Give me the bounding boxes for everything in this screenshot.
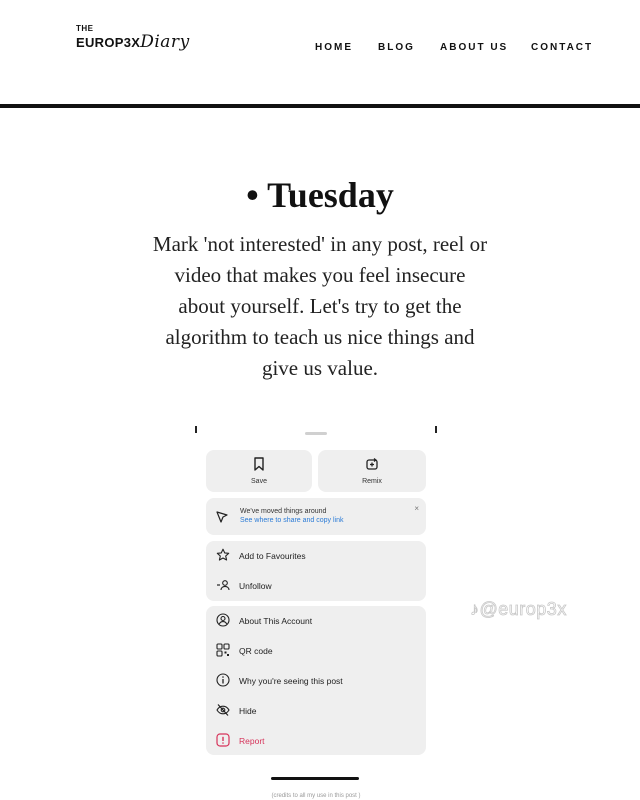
- menu-group-secondary: [206, 606, 426, 755]
- remix-icon: [318, 457, 426, 473]
- send-icon: [216, 510, 228, 528]
- header-divider: [0, 104, 640, 108]
- report-label: Report: [239, 736, 265, 746]
- nav-about-us[interactable]: ABOUT US: [440, 42, 509, 53]
- logo-the: THE: [76, 24, 94, 33]
- hide-icon: [216, 703, 232, 719]
- credits-caption: (credits to all my use in this post ): [271, 793, 361, 799]
- why-seeing-post-label: Why you're seeing this post: [239, 676, 343, 686]
- sheet-grabber[interactable]: [305, 432, 327, 435]
- nav-blog[interactable]: BLOG: [378, 42, 415, 53]
- crop-corner-right: [435, 426, 437, 433]
- moved-notice: [206, 498, 426, 535]
- menu-group-primary: [206, 541, 426, 601]
- unfollow-icon: [216, 578, 232, 594]
- qr-code-icon: [216, 643, 232, 659]
- add-to-favourites-item[interactable]: [206, 542, 426, 570]
- add-to-favourites-label: Add to Favourites: [239, 551, 306, 561]
- close-icon[interactable]: ×: [414, 504, 419, 513]
- remix-button[interactable]: [318, 450, 426, 492]
- post-title-text: Tuesday: [267, 175, 394, 215]
- nav-home[interactable]: HOME: [315, 42, 353, 53]
- qr-code-label: QR code: [239, 646, 273, 656]
- home-indicator: [271, 777, 359, 780]
- main-nav: [0, 42, 640, 56]
- why-seeing-post-item[interactable]: [206, 667, 426, 695]
- about-this-account-item[interactable]: [206, 607, 426, 635]
- unfollow-label: Unfollow: [239, 581, 272, 591]
- unfollow-item[interactable]: [206, 572, 426, 600]
- hide-label: Hide: [239, 706, 257, 716]
- report-item[interactable]: [206, 727, 426, 755]
- qr-code-item[interactable]: [206, 637, 426, 665]
- post-title: • Tuesday: [246, 175, 394, 215]
- post-body: Mark 'not interested' in any post, reel or video that makes you feel insecure about yourself. Let's try to get the algorithm to teach us nice things and give us value.: [152, 232, 488, 380]
- tiktok-watermark: ♪@europ3x: [470, 599, 567, 619]
- info-icon: [216, 673, 232, 689]
- logo-script: Diary: [140, 32, 190, 52]
- logo-main: EUROP3X: [76, 35, 141, 50]
- bookmark-icon: [206, 457, 312, 473]
- remix-label: Remix: [362, 478, 382, 485]
- nav-contact[interactable]: CONTACT: [531, 42, 594, 53]
- save-button[interactable]: [206, 450, 312, 492]
- embedded-screenshot: [195, 426, 437, 800]
- account-icon: [216, 613, 232, 629]
- save-label: Save: [251, 478, 267, 485]
- share-copy-link[interactable]: See where to share and copy link: [240, 517, 344, 524]
- notice-title: We've moved things around: [240, 508, 327, 515]
- about-this-account-label: About This Account: [239, 616, 313, 626]
- crop-corner-left: [195, 426, 197, 433]
- star-icon: [216, 548, 232, 564]
- report-icon: [216, 733, 232, 749]
- hide-item[interactable]: [206, 697, 426, 725]
